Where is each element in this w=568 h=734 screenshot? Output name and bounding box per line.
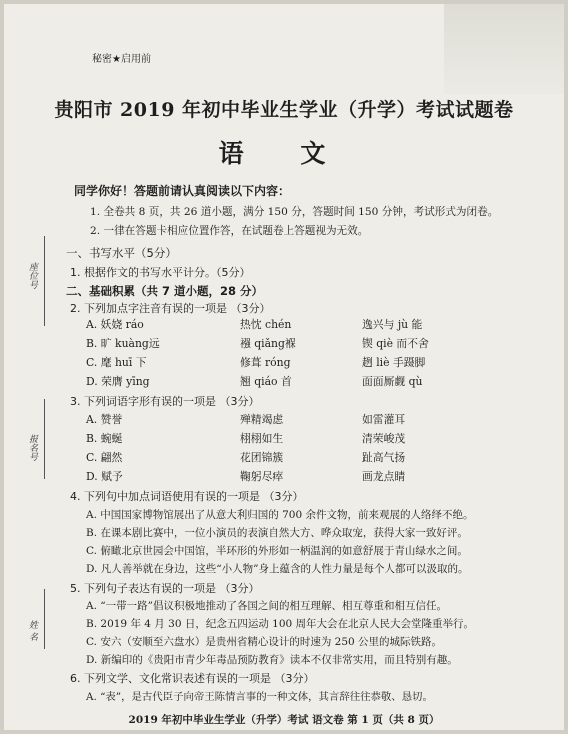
q3-option-b-word2: 栩栩如生 — [240, 432, 284, 445]
q5-option-d: D. 新编印的《贵阳市青少年毒品预防教育》读本不仅非常实用，而且特别有趣。 — [86, 654, 458, 666]
q2-option-b-word2: 襁 qiǎng褓 — [240, 337, 296, 350]
q2-option-d-word2: 翘 qiáo 首 — [240, 375, 292, 388]
margin-line — [44, 236, 45, 326]
q2-option-c-word3: 趔 liè 手蹑脚 — [362, 356, 426, 369]
page-footer: 2019 年初中毕业生学业（升学）考试 语文卷 第 1 页（共 8 页） — [128, 714, 440, 726]
q5-option-a: A. “一带一路”倡议积极地推动了各国之间的相互理解、相互尊重和相互信任。 — [86, 600, 447, 612]
exam-paper — [4, 4, 564, 730]
margin-line — [44, 399, 45, 479]
question-3-stem: 3. 下列词语字形有误的一项是 （3分） — [70, 395, 260, 408]
q3-option-b-word3: 清荣峻茂 — [362, 432, 406, 445]
question-1: 1. 根据作文的书写水平计分。（5分） — [70, 266, 251, 279]
q2-option-a: A. 妖娆 ráo — [86, 318, 144, 331]
q4-option-a: A. 中国国家博物馆展出了从意大利归国的 700 余件文物，前来观展的人络绎不绝。 — [86, 509, 474, 521]
q3-option-d-word3: 画龙点睛 — [362, 470, 406, 483]
q2-option-c-word2: 修葺 róng — [240, 356, 291, 369]
section-1-heading: 一、书写水平（5分） — [66, 246, 177, 260]
section-2-heading: 二、基础积累（共 7 道小题，28 分） — [66, 284, 264, 298]
question-5-stem: 5. 下列句子表达有误的一项是 （3分） — [70, 582, 260, 595]
q3-option-a: A. 赞誉 — [86, 413, 123, 426]
q3-option-a-word3: 如雷灌耳 — [362, 413, 406, 426]
q3-option-d: D. 赋予 — [86, 470, 123, 483]
q3-option-a-word2: 殚精竭虑 — [240, 413, 284, 426]
question-4-stem: 4. 下列句中加点词语使用有误的一项是 （3分） — [70, 490, 304, 503]
exam-number-label: 报名号 — [27, 434, 37, 461]
q3-option-c-word3: 趾高气扬 — [362, 451, 406, 464]
instruction-1: 1. 全卷共 8 页，共 26 道小题，满分 150 分，答题时间 150 分钟，考试形式为闭卷。 — [90, 206, 499, 218]
greeting: 同学你好！答题前请认真阅读以下内容： — [74, 184, 291, 198]
q3-option-d-word2: 鞠躬尽瘁 — [240, 470, 284, 483]
q6-option-a: A. “表”，是古代臣子向帝王陈情言事的一种文体，其言辞往往恭敬、恳切。 — [86, 691, 433, 703]
q2-option-c: C. 麾 huī 下 — [86, 356, 147, 369]
q2-option-d-word3: 面面厮觑 qù — [362, 375, 423, 388]
seat-label: 座位号 — [27, 262, 37, 289]
q2-option-d: D. 荣膺 yīng — [86, 375, 150, 388]
secret-mark: 秘密★启用前 — [92, 54, 151, 65]
q3-option-b: B. 蜿蜒 — [86, 432, 123, 445]
question-2-stem: 2. 下列加点字注音有误的一项是 （3分） — [70, 302, 271, 315]
q2-option-a-word3: 逸兴与 jù 能 — [362, 318, 423, 331]
margin-line — [44, 589, 45, 649]
q2-option-b-word3: 锲 qiè 而不舍 — [362, 337, 429, 350]
q4-option-d: D. 凡人善举就在身边，这些“小人物”身上蕴含的人性力量是每个人都可以汲取的。 — [86, 563, 469, 575]
q3-option-c-word2: 花团锦簇 — [240, 451, 284, 464]
instruction-2: 2. 一律在答题卡相应位置作答，在试题卷上答题视为无效。 — [90, 225, 369, 237]
q4-option-c: C. 俯瞰北京世园会中国馆，半环形的外形如一柄温润的如意舒展于青山绿水之间。 — [86, 545, 468, 557]
q3-option-c: C. 翩然 — [86, 451, 123, 464]
bleed-through-shadow — [444, 4, 564, 94]
name-label: 姓 名 — [27, 620, 37, 641]
subject-title: 语 文 — [218, 139, 350, 168]
q5-option-b: B. 2019 年 4 月 30 日，纪念五四运动 100 周年大会在北京人民大会堂隆重举行。 — [86, 618, 475, 630]
q2-option-a-word2: 热忱 chén — [240, 318, 292, 331]
exam-title: 贵阳市 2019 年初中毕业生学业（升学）考试试题卷 — [54, 99, 514, 121]
question-6-stem: 6. 下列文学、文化常识表述有误的一项是 （3分） — [70, 672, 315, 685]
q4-option-b: B. 在课本剧比赛中，一位小演员的表演自然大方、哗众取宠，获得大家一致好评。 — [86, 527, 468, 539]
q2-option-b: B. 旷 kuàng远 — [86, 337, 160, 350]
q5-option-c: C. 安六（安顺至六盘水）是贵州省精心设计的时速为 250 公里的城际铁路。 — [86, 636, 443, 648]
